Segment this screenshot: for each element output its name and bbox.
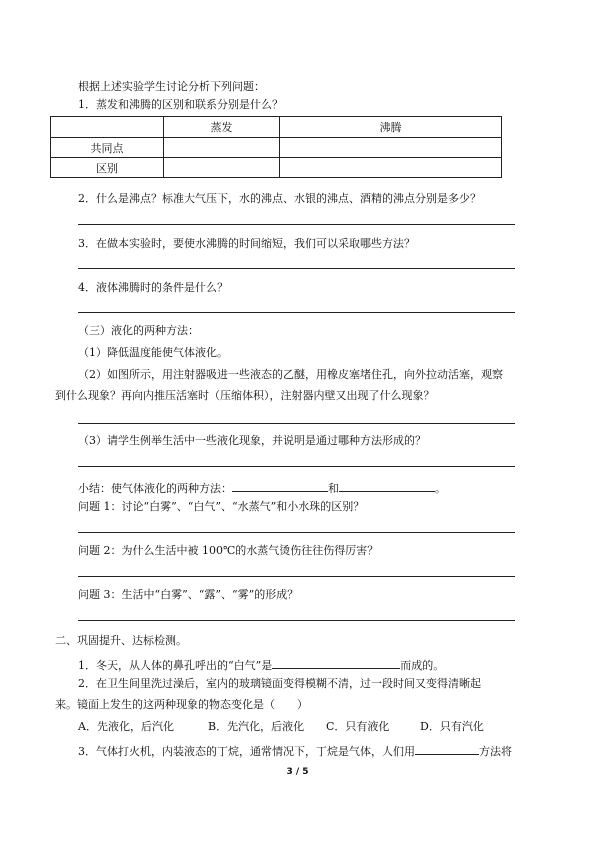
exercise-2-line-1: 2．在卫生间里洗过澡后，室内的玻璃镜面变得模糊不清，过一段时间又变得清晰起	[78, 677, 481, 690]
table-row	[51, 158, 502, 178]
summary-prefix: 小结：使气体液化的两种方法：	[78, 482, 232, 495]
exercise-3	[78, 742, 512, 759]
problem-1: 问题 1：讨论“白雾”、“白气”、“水蒸气”和小水珠的区别？	[78, 500, 365, 513]
row-label-difference: 区别	[51, 158, 164, 178]
table-header-cell	[51, 117, 164, 138]
page-number: 3 / 5	[286, 767, 309, 777]
answer-line[interactable]	[78, 466, 515, 467]
exercise-3-blank[interactable]	[415, 742, 479, 755]
answer-line[interactable]	[78, 620, 515, 621]
exercise-2-line-2: 来。镜面上发生的这两种现象的物态变化是（ ）	[55, 698, 308, 711]
summary-mid: 和	[328, 482, 339, 495]
table-cell-blank[interactable]	[164, 158, 280, 178]
answer-line[interactable]	[78, 268, 515, 269]
method-2-line-1: （2）如图所示，用注射器吸进一些液态的乙醚，用橡皮塞堵住孔，向外拉动活塞，观察	[78, 368, 503, 381]
answer-line[interactable]	[78, 423, 515, 424]
row-label-common: 共同点	[51, 138, 164, 158]
summary-line	[78, 479, 446, 496]
option-c[interactable]: C．只有液化	[326, 720, 390, 733]
answer-line[interactable]	[78, 312, 515, 313]
question-3: 3．在做本实验时，要使水沸腾的时间缩短，我们可以采取哪些方法？	[78, 237, 415, 250]
option-a[interactable]: A．先液化，后汽化	[78, 720, 174, 733]
option-b[interactable]: B．先汽化，后液化	[208, 720, 305, 733]
question-1: 1．蒸发和沸腾的区别和联系分别是什么？	[78, 98, 283, 111]
table-header-row	[51, 117, 502, 138]
table-row	[51, 138, 502, 158]
method-3: （3）请学生例举生活中一些液化现象，并说明是通过哪种方法形成的？	[78, 434, 426, 447]
problem-2: 问题 2：为什么生活中被 100℃的水蒸气烫伤往往伤得厉害？	[78, 544, 379, 557]
question-4: 4．液体沸腾时的条件是什么？	[78, 281, 228, 294]
question-2: 2．什么是沸点？标准大气压下，水的沸点、水银的沸点、酒精的沸点分别是多少？	[78, 192, 481, 205]
table-cell-blank[interactable]	[280, 138, 502, 158]
summary-blank-1[interactable]	[232, 479, 328, 492]
table-cell-blank[interactable]	[280, 158, 502, 178]
answer-line[interactable]	[78, 224, 515, 225]
section-3-title: （三）液化的两种方法：	[78, 324, 199, 337]
exercise-1	[78, 656, 444, 673]
exercise-3-prefix: 3．气体打火机，内装液态的丁烷，通常情况下，丁烷是气体，人们用	[78, 745, 415, 758]
intro-text: 根据上述实验学生讨论分析下列问题：	[78, 80, 265, 93]
exercise-1-suffix: 而成的。	[400, 659, 445, 672]
comparison-table	[50, 116, 502, 178]
exercise-3-suffix: 方法将	[479, 745, 512, 758]
option-d[interactable]: D．只有汽化	[420, 720, 484, 733]
exercise-1-blank[interactable]	[272, 656, 400, 669]
table-header-boiling: 沸腾	[280, 117, 502, 138]
part-2-title: 二、巩固提升、达标检测。	[55, 634, 187, 647]
answer-line[interactable]	[78, 532, 515, 533]
exercise-1-prefix: 1．冬天，从人体的鼻孔呼出的“白气”是	[78, 659, 273, 672]
summary-blank-2[interactable]	[339, 479, 435, 492]
table-header-evaporation: 蒸发	[164, 117, 280, 138]
problem-3: 问题 3：生活中“白雾”、“露”、“雾”的形成？	[78, 588, 299, 601]
summary-suffix: 。	[435, 482, 446, 495]
method-2-line-2: 到什么现象？再向内推压活塞时（压缩体积），注射器内壁又出现了什么现象？	[55, 389, 435, 402]
table-cell-blank[interactable]	[164, 138, 280, 158]
method-1: （1）降低温度能使气体液化。	[78, 346, 228, 359]
answer-line[interactable]	[78, 576, 515, 577]
